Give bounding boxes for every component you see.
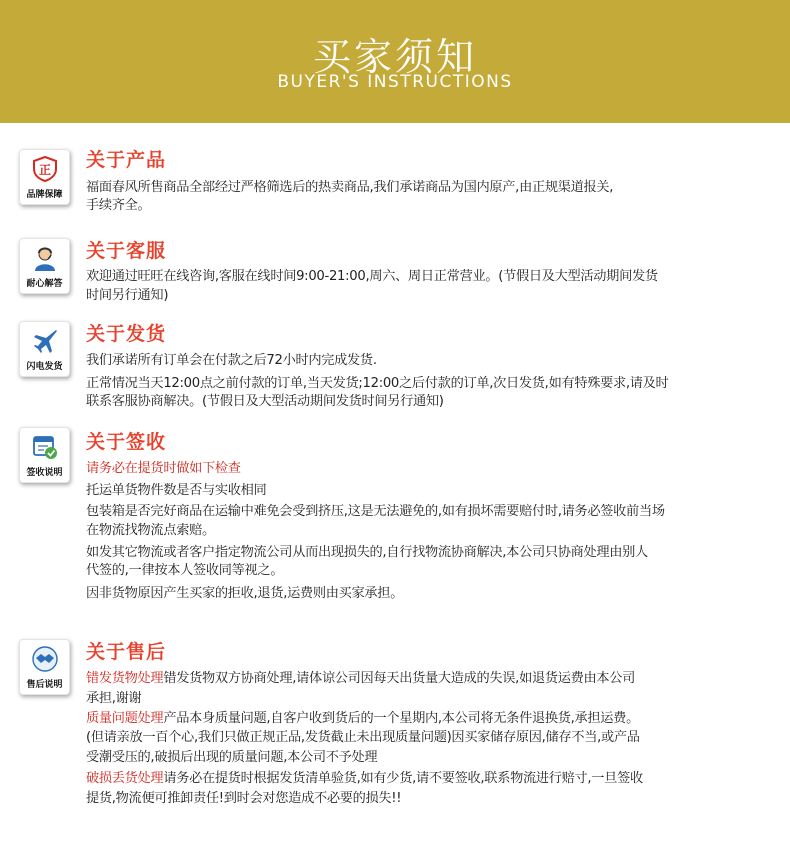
item-text: 请务必在提货时根据发货清单验货,如有少货,请不要签收,联系物流进行赔寸,一旦签收 <box>163 771 643 786</box>
airplane-icon <box>31 327 59 355</box>
after-sales-line <box>86 767 643 786</box>
customer-service-icon <box>31 244 59 272</box>
after-sales-line <box>86 746 377 765</box>
section-title: 关于发货 <box>86 323 167 345</box>
handshake-icon <box>31 645 59 673</box>
badge-label: 品牌保障 <box>26 190 63 200</box>
text-line: 我们承诺所有订单会在付款之后72小时内完成发货. <box>86 353 377 368</box>
badge-label: 耐心解答 <box>26 279 63 289</box>
text-line: 因非货物原因产生买家的拒收,退货,运费则由买家承担。 <box>86 586 404 601</box>
section-title: 关于产品 <box>86 149 167 171</box>
section-title: 关于客服 <box>86 240 167 262</box>
after-sales-line <box>86 787 401 806</box>
item-text: 提货,物流便可推卸责任!到时会对您造成不必要的损失!! <box>86 791 402 806</box>
calendar-check-icon <box>31 433 59 461</box>
badge-lightning-shipping <box>19 321 70 377</box>
after-sales-line <box>86 707 639 726</box>
text-line: 福面春风所售商品全部经过严格筛选后的热卖商品,我们承诺商品为国内原产,由正规渠道报关, <box>86 180 614 195</box>
item-text: 受潮受压的,破损后出现的质量问题,本公司不予处理 <box>86 750 378 765</box>
item-text: 承担,谢谢 <box>86 691 142 706</box>
badge-brand-guarantee <box>19 149 70 205</box>
item-text: 产品本身质量问题,自客户收到货后的一个星期内,本公司将无条件退换货,承担运费。 <box>163 711 639 726</box>
text-line: 正常情况当天12:00点之前付款的订单,当天发货;12:00之后付款的订单,次日发货,如有特殊要求,请及时 <box>86 376 669 391</box>
section-title: 关于售后 <box>86 641 167 663</box>
page-subtitle: BUYER'S INSTRUCTIONS <box>277 72 513 92</box>
text-line: 欢迎通过旺旺在线咨询,客服在线时间9:00-21:00,周六、周日正常营业。(节假日及大型活动期间发货 <box>86 269 658 284</box>
section-title: 关于签收 <box>86 431 167 453</box>
after-sales-line <box>86 687 141 706</box>
text-line: 时间另行通知) <box>86 288 169 303</box>
check-highlight: 请务必在提货时做如下检查 <box>86 461 241 476</box>
text-line: 代签的,一律按本人签收同等视之。 <box>86 563 284 578</box>
item-label: 质量问题处理 <box>86 711 164 726</box>
badge-after-sales <box>19 639 70 695</box>
item-text: 错发货物双方协商处理,请体谅公司因每天出货量大造成的失误,如退货运费由本公司 <box>163 671 636 686</box>
badge-label: 签收说明 <box>26 468 63 478</box>
item-label: 破损丢货处理 <box>86 771 164 786</box>
svg-text:正: 正 <box>38 163 52 177</box>
badge-receipt-instructions <box>19 427 70 483</box>
badge-patient-answer <box>19 238 70 294</box>
item-label: 错发货物处理 <box>86 671 164 686</box>
badge-label: 售后说明 <box>26 680 63 690</box>
text-line: 包装箱是否完好商品在运输中难免会受到挤压,这是无法避免的,如有损坏需要赔付时,请务必签收前当场 <box>86 504 665 519</box>
text-line: 如发其它物流或者客户指定物流公司从而出现损失的,自行找物流协商解决,本公司只协商处理由别人 <box>86 545 648 560</box>
zheng-shield-icon <box>31 155 59 183</box>
header-banner <box>0 0 790 123</box>
page-title: 买家须知 <box>312 35 477 79</box>
item-text: (但请亲放一百个心,我们只做正规正品,发货截止未出现质量问题)因买家储存原因,储存不当,或产品 <box>86 730 640 745</box>
text-line: 在物流找物流点索赔。 <box>86 523 215 538</box>
badge-label: 闪电发货 <box>26 362 63 372</box>
text-line: 托运单货物件数是否与实收相同 <box>86 483 267 498</box>
after-sales-line <box>86 726 640 745</box>
text-line: 联系客服协商解决。(节假日及大型活动期间发货时间另行通知) <box>86 394 444 409</box>
text-line: 手续齐全。 <box>86 198 151 213</box>
after-sales-line <box>86 667 635 686</box>
